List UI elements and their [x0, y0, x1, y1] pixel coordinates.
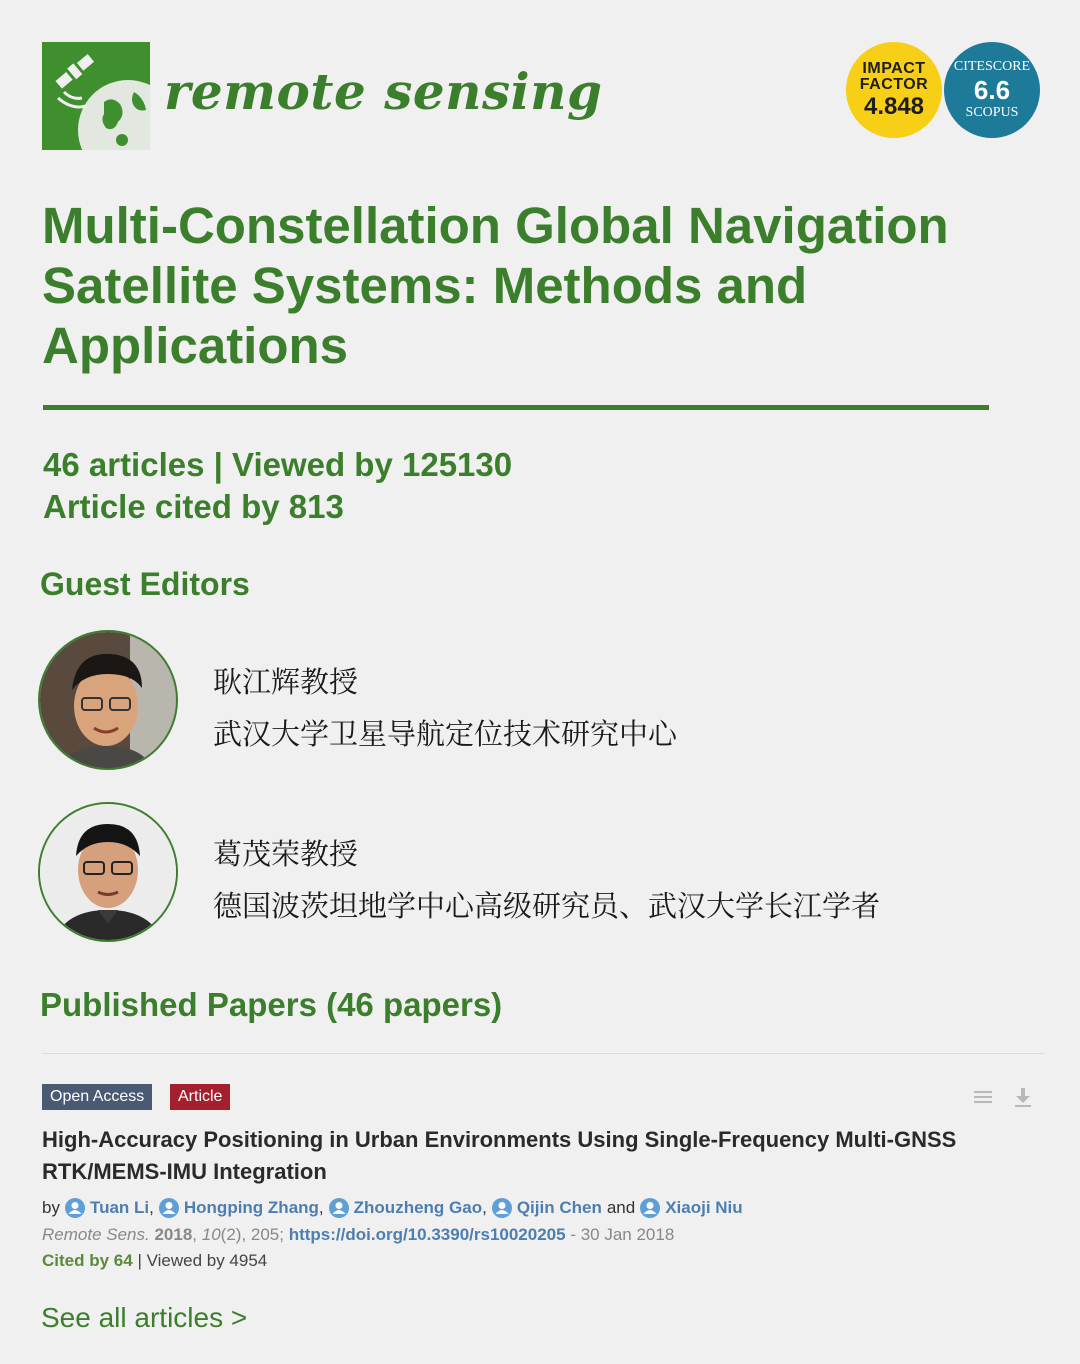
cited-by-link[interactable]: Cited by 64: [42, 1251, 133, 1270]
author-link[interactable]: [635, 1197, 742, 1219]
see-all-articles-link[interactable]: See all articles >: [41, 1302, 248, 1333]
author-name: Tuan Li: [89, 1198, 150, 1217]
pub-date: - 30 Jan 2018: [570, 1225, 675, 1244]
editor-card: [38, 630, 938, 770]
user-icon: [328, 1197, 350, 1219]
download-icon[interactable]: [1012, 1086, 1034, 1108]
editor-affiliation: 德国波茨坦地学中心高级研究员、武汉大学长江学者: [213, 891, 881, 923]
user-icon: [64, 1197, 86, 1219]
impact-factor-label-2: FACTOR: [859, 76, 929, 93]
cited-stat: Article cited by 813: [43, 488, 344, 525]
citescore-value: 6.6: [973, 75, 1011, 105]
editor-name: 葛茂荣教授: [213, 839, 359, 871]
paper-tools: [972, 1086, 1034, 1108]
user-icon: [491, 1197, 513, 1219]
citescore-badge[interactable]: [944, 42, 1040, 138]
editor-card: [38, 802, 938, 942]
author-name: Zhouzheng Gao: [353, 1198, 483, 1217]
guest-editors-heading: Guest Editors: [40, 566, 250, 602]
paper-metrics: [42, 1251, 267, 1271]
papers-divider: [42, 1053, 1044, 1054]
impact-factor-value: 4.848: [863, 93, 925, 120]
issue-pages: (2), 205;: [220, 1225, 284, 1244]
open-access-tag[interactable]: Open Access: [42, 1084, 152, 1110]
pub-year: 2018: [154, 1225, 193, 1244]
user-icon: [639, 1197, 661, 1219]
comma: ,: [149, 1198, 154, 1217]
satellite-globe-icon: [42, 42, 150, 150]
editor-photo-icon: [40, 804, 176, 940]
comma: ,: [318, 1198, 324, 1217]
impact-factor-label-1: IMPACT: [862, 60, 926, 77]
special-issue-stats: [43, 444, 512, 528]
by-label: by: [42, 1198, 60, 1217]
title-divider: [43, 405, 989, 410]
editor-photo-icon: [40, 632, 176, 768]
and-label: and: [606, 1198, 636, 1217]
editor-avatar: [38, 802, 178, 942]
journal-logo[interactable]: [42, 42, 150, 150]
user-icon: [158, 1197, 180, 1219]
author-link[interactable]: [60, 1197, 149, 1219]
journal-name[interactable]: remote sensing: [164, 62, 603, 121]
comma: ,: [482, 1198, 487, 1217]
citescore-label: CITESCORE: [953, 59, 1031, 74]
editor-avatar: [38, 630, 178, 770]
paper-title-link[interactable]: High-Accuracy Positioning in Urban Environments Using Single-Frequency Multi-GNSS RTK/MEMS-IMU Integration: [42, 1127, 957, 1184]
special-issue-title: Multi-Constellation Global Navigation Satellite Systems: Methods and Applications: [42, 197, 949, 374]
citescore-source: SCOPUS: [965, 105, 1019, 120]
articles-viewed-stat: 46 articles | Viewed by 125130: [43, 446, 513, 483]
paper-authors: [42, 1197, 743, 1219]
journal-abbrev: Remote Sens.: [42, 1225, 150, 1244]
author-name: Xiaoji Niu: [665, 1198, 743, 1217]
doi-link[interactable]: https://doi.org/10.3390/rs10020205: [288, 1225, 566, 1244]
volume: 10: [201, 1225, 221, 1244]
published-papers-heading: Published Papers (46 papers): [40, 986, 503, 1023]
author-link[interactable]: [154, 1197, 319, 1219]
author-link[interactable]: [324, 1197, 482, 1219]
editor-affiliation: 武汉大学卫星导航定位技术研究中心: [213, 719, 678, 751]
impact-factor-badge[interactable]: [846, 42, 942, 138]
article-type-tag: Article: [170, 1084, 230, 1110]
author-name: Qijin Chen: [516, 1198, 602, 1217]
author-link[interactable]: [487, 1197, 602, 1219]
editor-name: 耿江辉教授: [213, 667, 359, 699]
viewed-count: | Viewed by 4954: [137, 1251, 268, 1270]
citation-line: Remote Sens. 2018, 10(2), 205; https://doi.org/10.3390/rs10020205 - 30 Jan 2018: [42, 1225, 675, 1244]
abstract-list-icon[interactable]: [972, 1086, 994, 1108]
author-name: Hongping Zhang: [183, 1198, 319, 1217]
